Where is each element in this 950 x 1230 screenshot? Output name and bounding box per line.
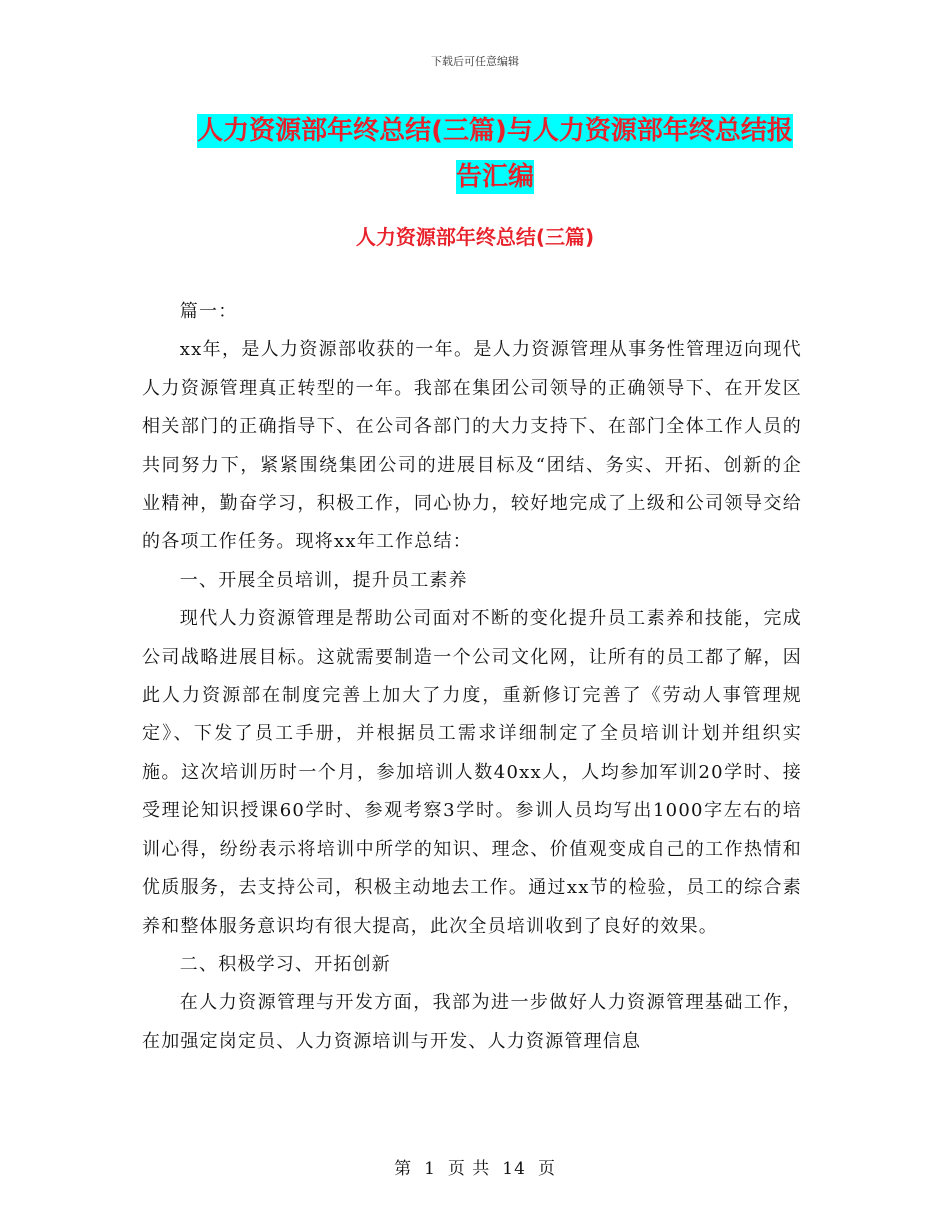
footer-middle: 页 共 — [447, 1159, 491, 1179]
section-title: 人力资源部年终总结(三篇) — [355, 225, 595, 249]
paragraph-heading-part1: 篇一： — [179, 301, 238, 322]
footer-suffix: 页 — [537, 1159, 556, 1179]
document-body — [142, 293, 802, 1061]
document-title-line1: 人力资源部年终总结(三篇)与人力资源部年终总结报 — [197, 116, 793, 146]
document-title — [150, 108, 840, 200]
page-footer — [0, 1154, 950, 1179]
document-title-line2: 告汇编 — [455, 162, 534, 192]
header-note: 下载后可任意编辑 — [431, 55, 519, 68]
paragraph-innovation: 在人力资源管理与开发方面，我部为进一步做好人力资源管理基础工作，在加强定岗定员、人力资源培训与开发、人力资源管理信息 — [142, 992, 802, 1052]
section-heading-training: 一、开展全员培训，提升员工素养 — [179, 569, 468, 591]
section-heading-innovation: 二、积极学习、开拓创新 — [179, 953, 391, 975]
footer-prefix: 第 — [394, 1159, 413, 1179]
footer-total-pages: 14 — [502, 1159, 526, 1179]
footer-current-page: 1 — [424, 1159, 436, 1179]
paragraph-training: 现代人力资源管理是帮助公司面对不断的变化提升员工素养和技能，完成公司战略进展目标。这就需要制造一个公司文化网，让所有的员工都了解，因此人力资源部在制度完善上加大了力度，重新修订完善了《劳动人事管理规定》、下发了员工手册，并根据员工需求详细制定了全员培训计划并组织实施。这次培训历时一个月，参加培训人数40xx人，人均参加军训20学时、接受理论知识授课60学时、参观考察3学时。参训人员均写出1000字左右的培训心得，纷纷表示将培训中所学的知识、理念、价值观变成自己的工作热情和优质服务，去支持公司，积极主动地去工作。通过xx节的检验，员工的综合素养和整体服务意识均有很大提高，此次全员培训收到了良好的效果。 — [142, 608, 802, 937]
paragraph-intro: xx年，是人力资源部收获的一年。是人力资源管理从事务性管理迈向现代人力资源管理真正转型的一年。我部在集团公司领导的正确领导下、在开发区相关部门的正确指导下、在公司各部门的大力支持下、在部门全体工作人员的共同努力下，紧紧围绕集团公司的进展目标及“团结、务实、开拓、创新的企业精神，勤奋学习，积极工作，同心协力，较好地完成了上级和公司领导交给的各项工作任务。现将xx年工作总结： — [142, 339, 802, 553]
